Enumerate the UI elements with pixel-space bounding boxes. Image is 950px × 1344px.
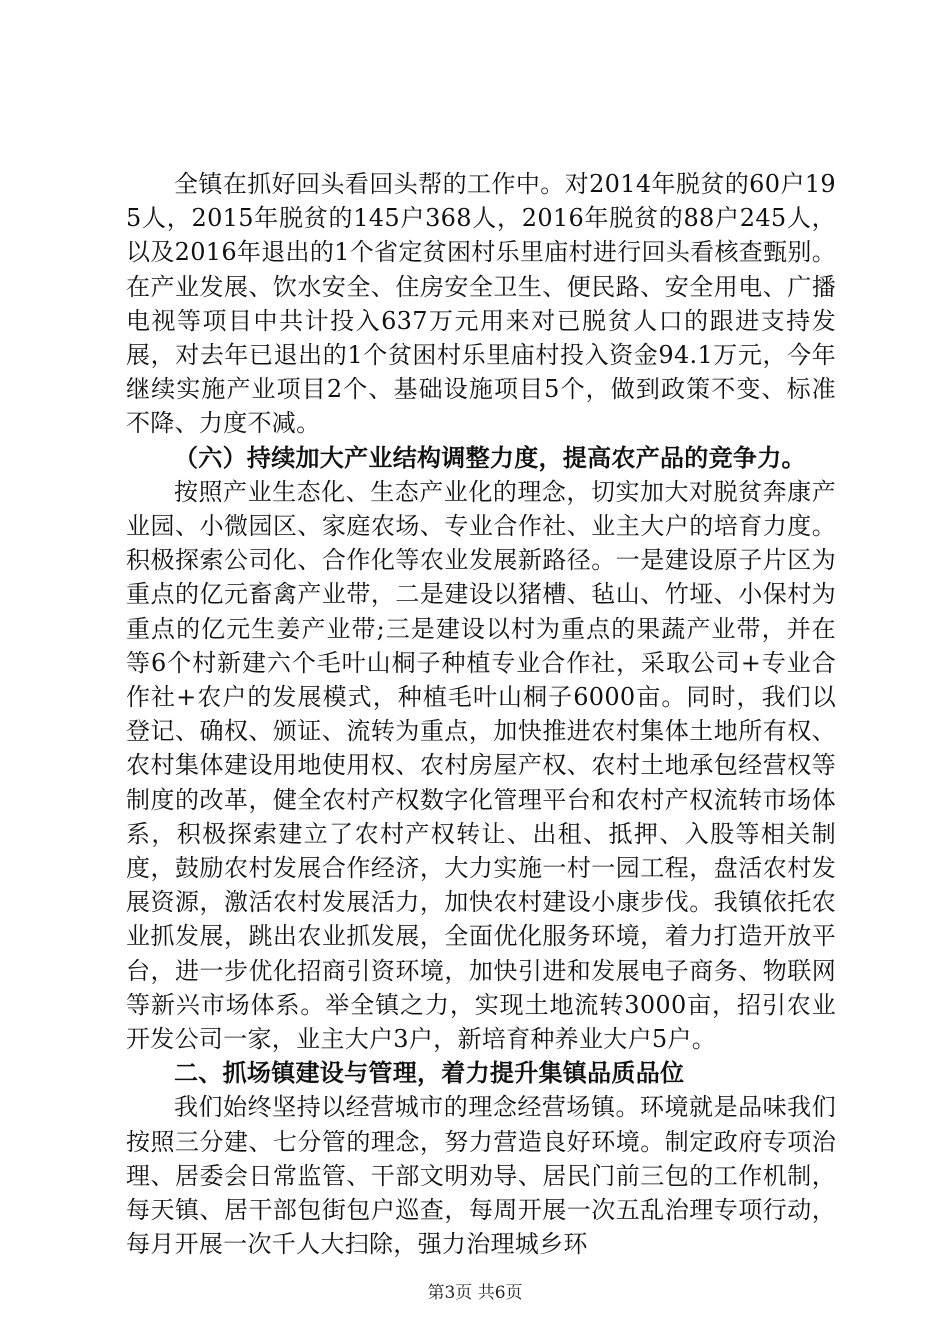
paragraph-poverty-review: 全镇在抓好回头看回头帮的工作中。对2014年脱贫的60户195人，2015年脱贫的145户368人，2016年脱贫的88户245人，以及2016年退出的1个省定贫困村乐里庙村进行回头看核查甄别。在产业发展、饮水安全、住房安全卫生、便民路、安全用电、广播电视等项目中共计投入637万元用来对已脱贫人口的跟进支持发展，对去年已退出的1个贫困村乐里庙村投入资金94.1万元，今年继续实施产业项目2个、基础设施项目5个，做到政策不变、标准不降、力度不减。	[126, 170, 836, 438]
document-page	[126, 167, 836, 1262]
paragraph-industry-structure: 按照产业生态化、生态产业化的理念，切实加大对脱贫奔康产业园、小微园区、家庭农场、专业合作社、业主大户的培育力度。积极探索公司化、合作化等农业发展新路径。一是建设原子片区为重点的亿元畜禽产业带，二是建设以猪槽、毡山、竹垭、小保村为重点的亿元生姜产业带;三是建设以村为重点的果蔬产业带，并在等6个村新建六个毛叶山桐子种植专业合作社，采取公司+专业合作社+农户的发展模式，种植毛叶山桐子6000亩。同时，我们以登记、确权、颁证、流转为重点，加快推进农村集体土地所有权、农村集体建设用地使用权、农村房屋产权、农村土地承包经营权等制度的改革，健全农村产权数字化管理平台和农村产权流转市场体系，积极探索建立了农村产权转让、出租、抵押、入股等相关制度，鼓励农村发展合作经济，大力实施一村一园工程，盘活农村发展资源，激活农村发展活力，加快农村建设小康步伐。我镇依托农业抓发展，跳出农业抓发展，全面优化服务环境，着力打造开放平台，进一步优化招商引资环境，加快引进和发展电子商务、物联网等新兴市场体系。举全镇之力，实现土地流转3000亩，招引农业开发公司一家，业主大户3户，新培育种养业大户5户。	[126, 477, 836, 1054]
section-heading-town-construction: 二、抓场镇建设与管理，着力提升集镇品质品位	[174, 1059, 685, 1088]
section-heading-industry: （六）持续加大产业结构调整力度，提高农产品的竞争力。	[174, 443, 806, 472]
paragraph-town-management: 我们始终坚持以经营城市的理念经营场镇。环境就是品味我们按照三分建、七分管的理念，努力营造良好环境。制定政府专项治理、居委会日常监管、干部文明劝导、居民门前三包的工作机制，每天镇、居干部包街包户巡查，每周开展一次五乱治理专项行动，每月开展一次千人大扫除，强力治理城乡环	[126, 1093, 836, 1259]
page-footer: 第3页 共6页	[427, 1283, 523, 1303]
